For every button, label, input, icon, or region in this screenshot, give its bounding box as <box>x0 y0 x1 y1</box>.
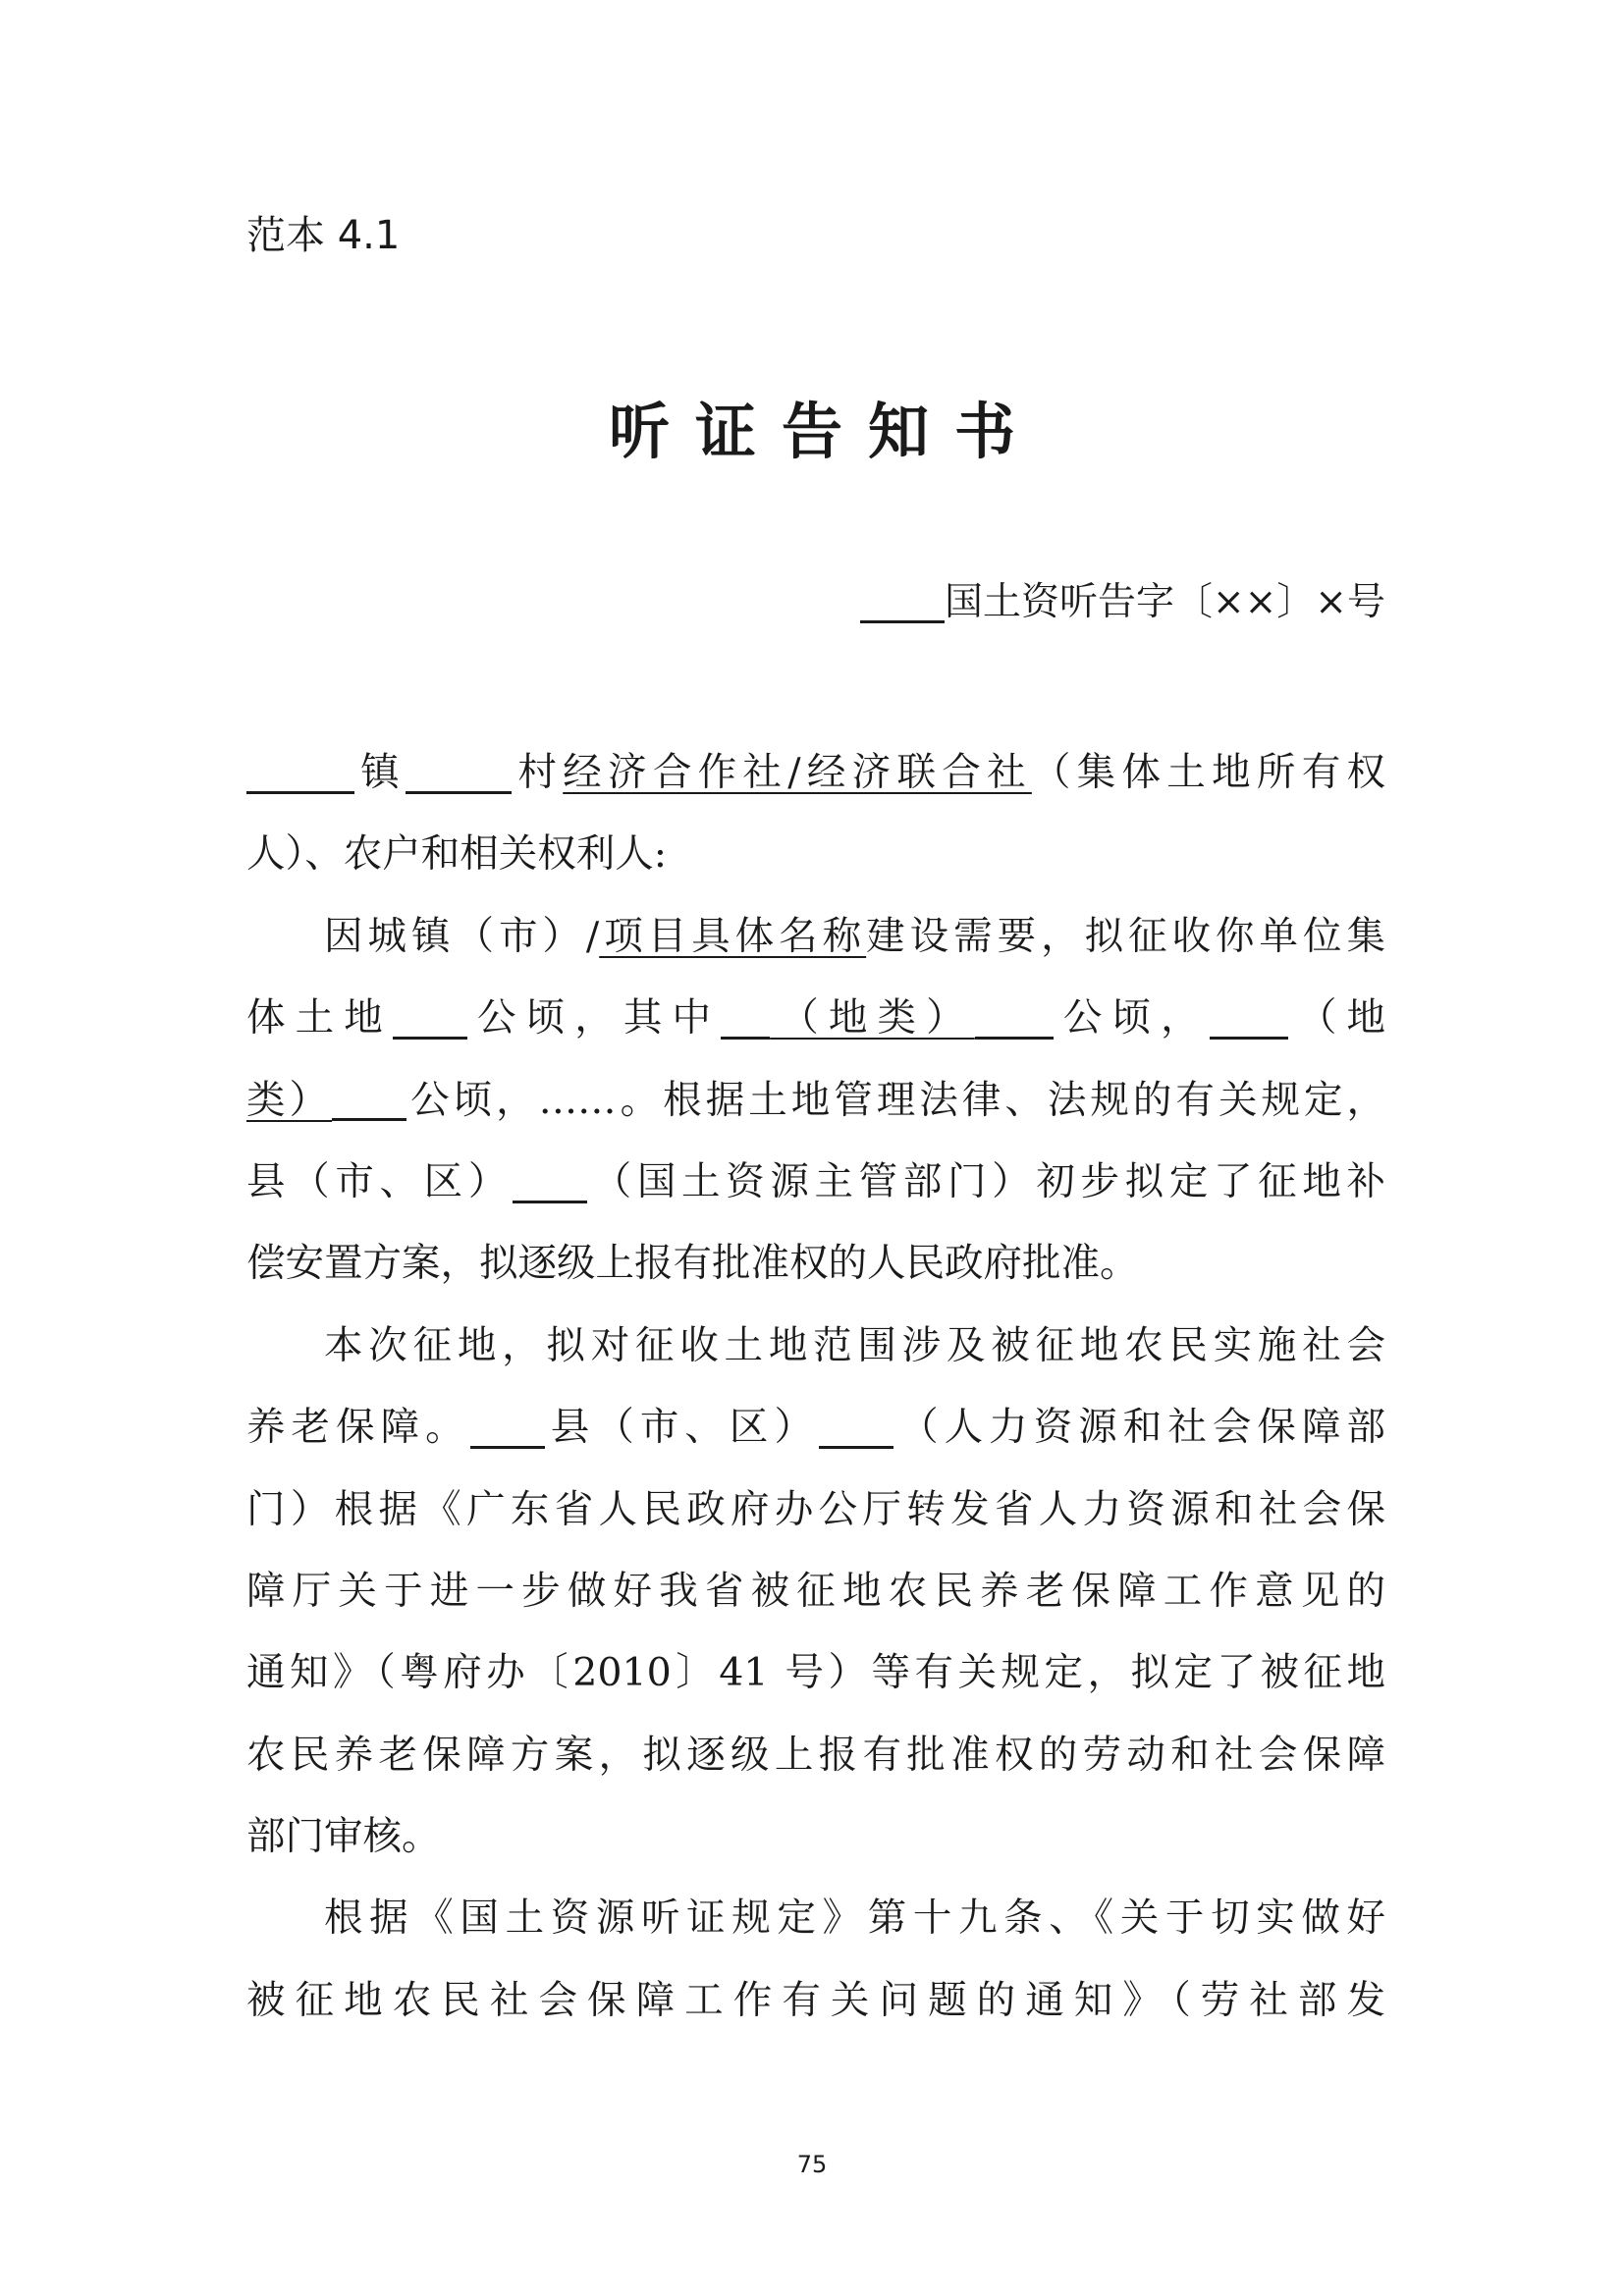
page-number: 75 <box>796 2151 828 2178</box>
body-line-14: 部门审核。 <box>246 1814 441 1860</box>
body-line-8: 本次征地，拟对征收土地范围涉及被征地农民实施社会 <box>324 1322 1385 1368</box>
fill-in-blank-hectares-2 <box>975 995 1054 1039</box>
document-body <box>246 732 1385 2042</box>
underlined-cooperative: 经济合作社/经济联合社 <box>563 750 1032 795</box>
fill-in-blank-land-type-2 <box>1210 995 1288 1039</box>
fill-in-blank-hectares <box>393 995 467 1039</box>
text-county: 县（市、区） <box>246 1158 513 1204</box>
fill-in-blank-county <box>470 1405 545 1448</box>
body-line-10: 门）根据《广东省人民政府办公厅转发省人力资源和社会保 <box>246 1486 1385 1532</box>
text-village: 村 <box>512 750 564 795</box>
body-line-3 <box>246 896 1385 978</box>
body-line-4 <box>246 978 1385 1059</box>
text-legal-basis: 公顷，……。根据土地管理法律、法规的有关规定， <box>406 1077 1386 1123</box>
document-title: 听证告知书 <box>608 396 1041 467</box>
body-line-1 <box>246 732 1385 814</box>
text-collective-land: 体土地 <box>246 995 393 1041</box>
body-line-6 <box>246 1142 1385 1223</box>
body-line-16: 被征地农民社会保障工作有关问题的通知》（劳社部发 <box>246 1977 1385 2023</box>
body-line-11: 障厅关于进一步做好我省被征地农民养老保障工作意见的 <box>246 1568 1385 1614</box>
body-line-5 <box>246 1060 1385 1142</box>
body-line-12: 通知》（粤府办〔2010〕41 号）等有关规定，拟定了被征地 <box>246 1650 1385 1696</box>
fill-in-blank-village <box>406 750 512 793</box>
sample-label: 范本 4.1 <box>246 213 401 258</box>
body-line-9 <box>246 1387 1385 1468</box>
fill-in-blank-hectares-3 <box>332 1078 406 1121</box>
underlined-land-type: （地类） <box>770 995 975 1041</box>
document-number-text: 国土资听告字〔××〕×号 <box>944 580 1385 624</box>
text-owner: （集体土地所有权 <box>1031 750 1386 795</box>
body-line-7: 偿安置方案，拟逐级上报有批准权的人民政府批准。 <box>246 1241 1139 1287</box>
fill-in-blank <box>860 580 945 623</box>
body-line-2: 人）、农户和相关权利人: <box>246 831 668 878</box>
text-hr-dept: （人力资源和社会保障部 <box>893 1405 1386 1451</box>
body-line-15: 根据《国土资源听证规定》第十九条、《关于切实做好 <box>324 1896 1385 1942</box>
underlined-project-name: 项目具体名称 <box>599 913 867 959</box>
underlined-land-type-close: 类） <box>246 1077 333 1123</box>
fill-in-blank-land-type <box>721 995 770 1039</box>
text-county-2: 县（市、区） <box>544 1405 820 1451</box>
text-pension: 养老保障。 <box>246 1405 470 1451</box>
fill-in-blank-hr-dept <box>819 1405 893 1448</box>
text-land-dept: （国土资源主管部门）初步拟定了征地补 <box>587 1158 1386 1204</box>
text-hectares: 公顷， <box>1053 995 1210 1041</box>
text-city-town: 因城镇（市）/ <box>324 913 600 959</box>
text-land-type-open: （地 <box>1287 995 1385 1041</box>
text-town: 镇 <box>354 750 406 795</box>
text-construction-need: 建设需要，拟征收你单位集 <box>866 913 1386 959</box>
fill-in-blank-department <box>513 1159 587 1202</box>
body-line-13: 农民养老保障方案，拟逐级上报有批准权的劳动和社会保障 <box>246 1732 1385 1778</box>
text-hectares-among: 公顷，其中 <box>466 995 722 1041</box>
document-number <box>860 573 1385 632</box>
fill-in-blank-town <box>246 750 354 793</box>
